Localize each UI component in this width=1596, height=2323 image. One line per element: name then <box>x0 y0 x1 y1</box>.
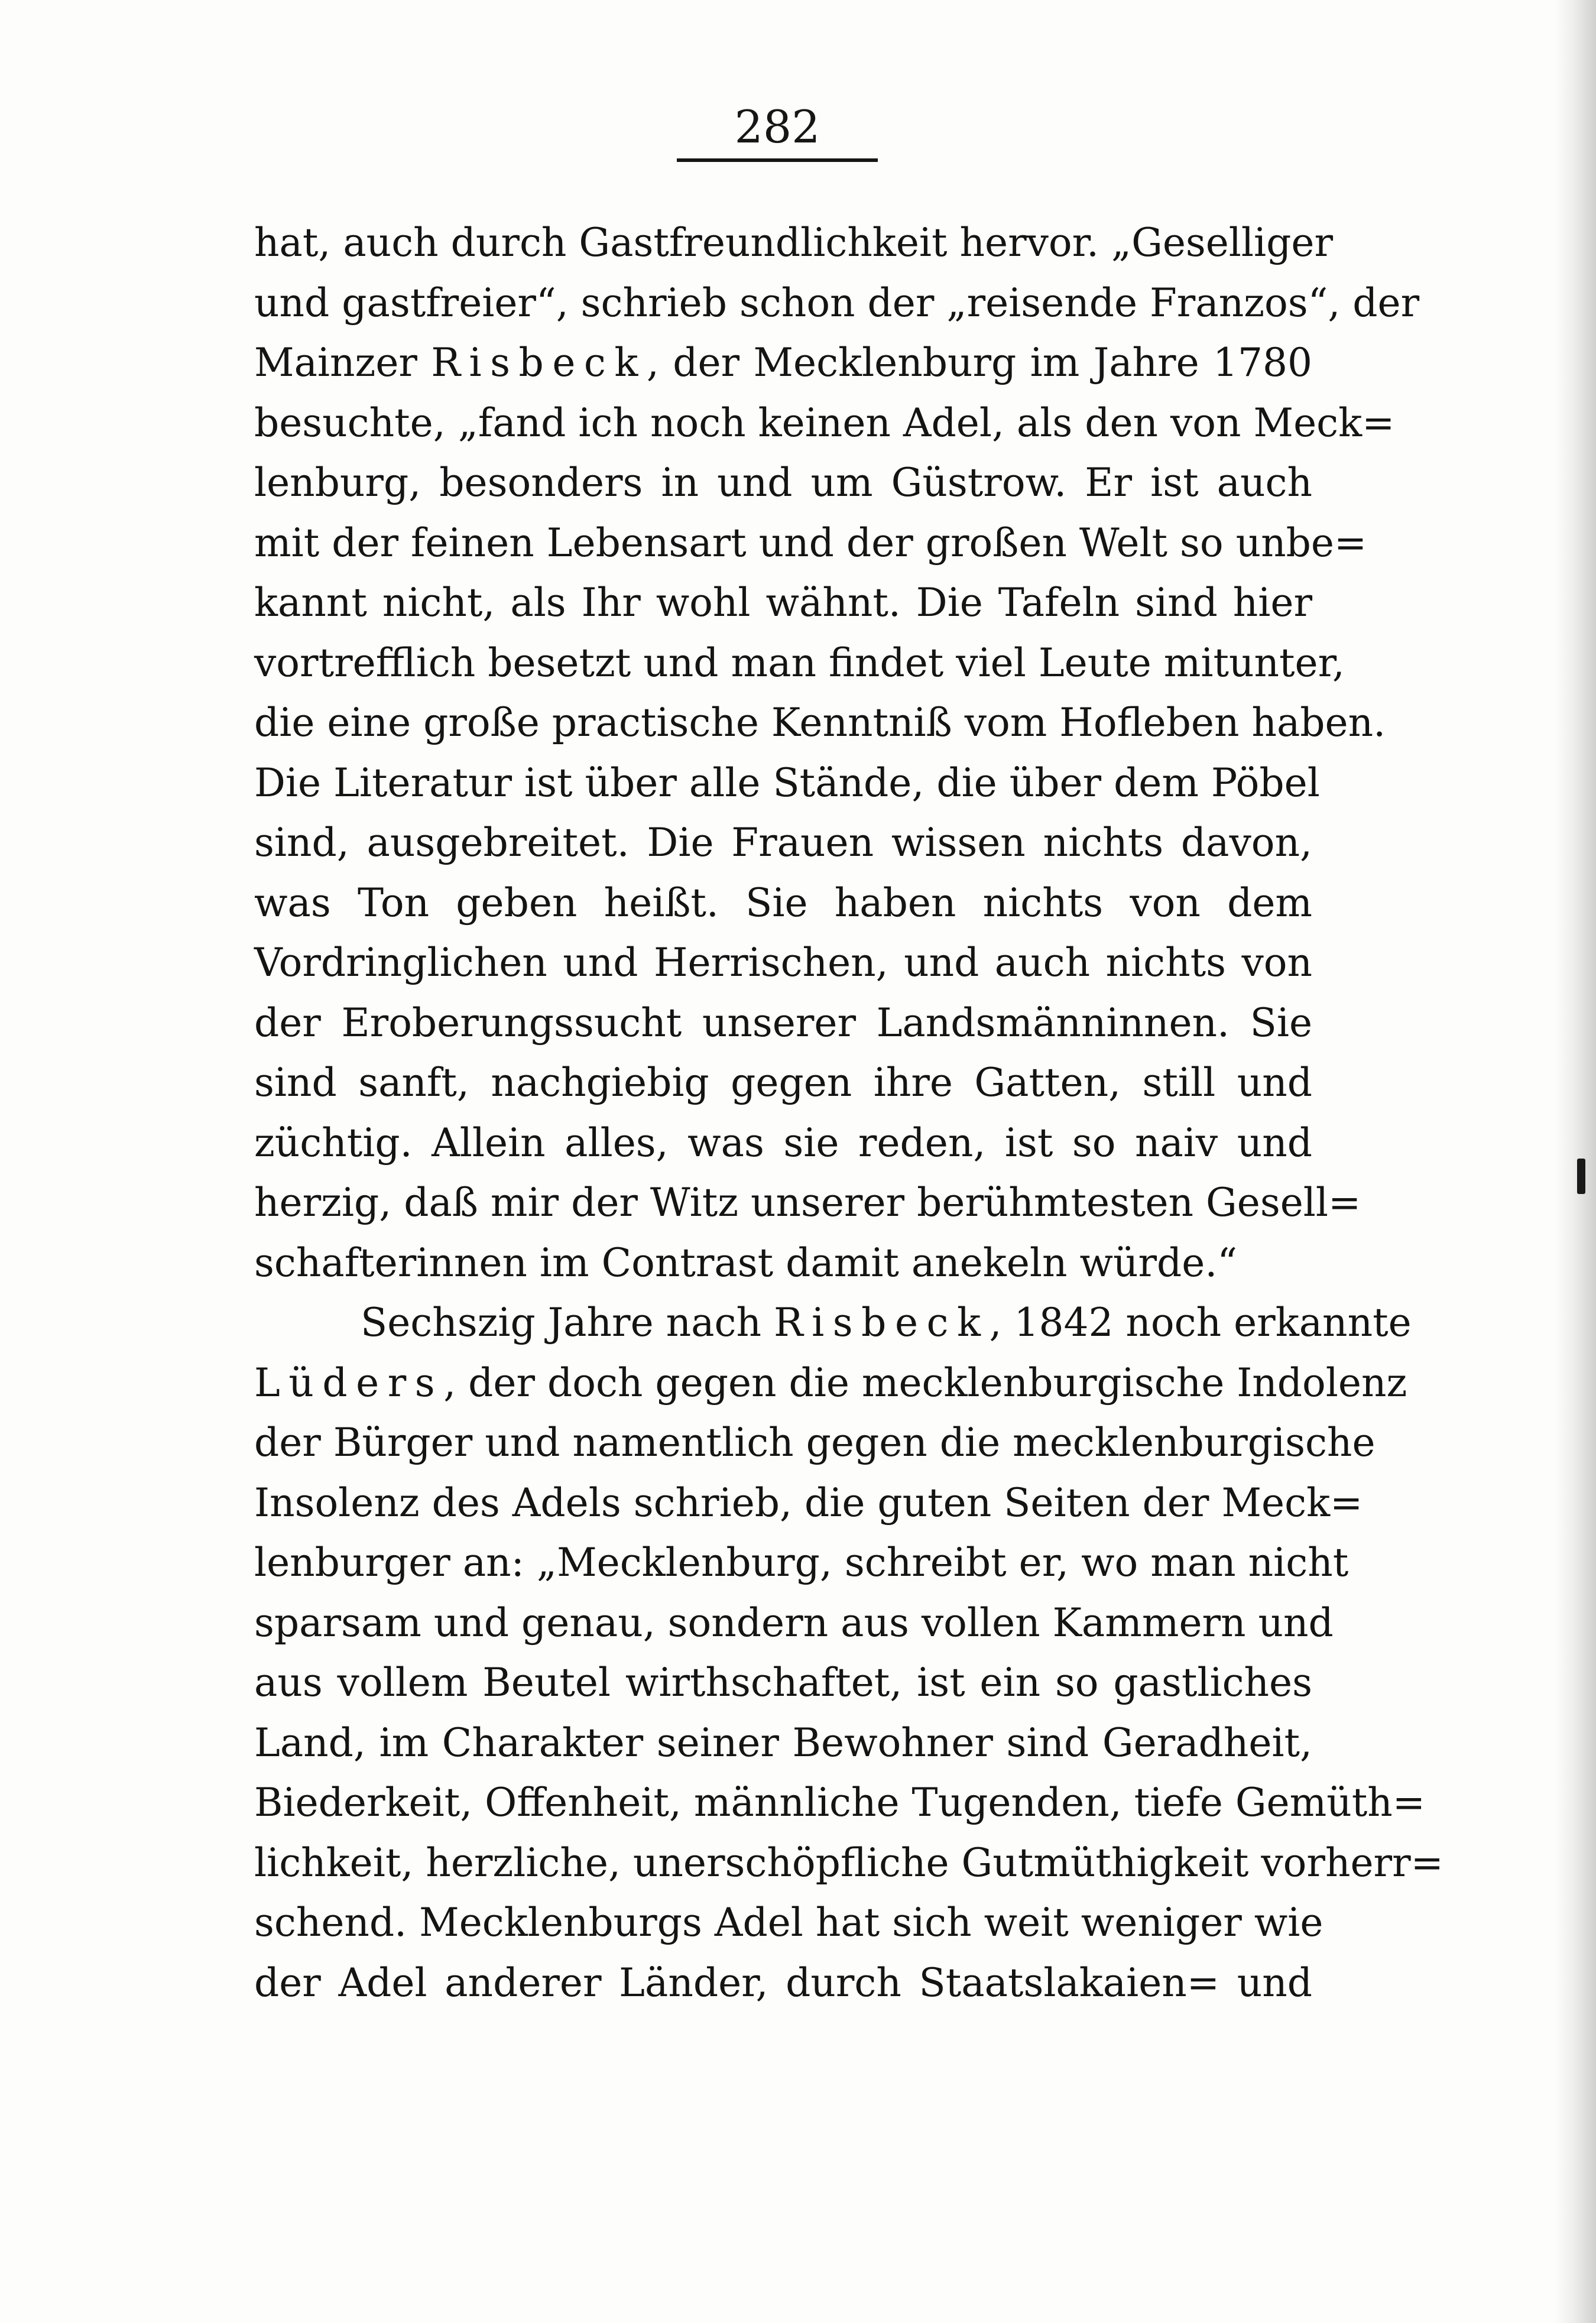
text-line <box>254 993 1312 1053</box>
spaced-name: Lüders <box>254 1360 444 1406</box>
text-line <box>254 1173 1361 1233</box>
text-line <box>254 1233 1312 1293</box>
text-segment: der Bürger und namentlich gegen die mecklenburgische <box>254 1420 1376 1465</box>
text-line <box>254 633 1345 693</box>
text-line <box>254 1893 1323 1953</box>
text-segment: Vordringlichen und Herrischen, und auch nichts von <box>254 940 1312 985</box>
text-segment: lenburg, besonders in und um Güstrow. Er ist auch <box>254 460 1312 505</box>
text-segment: besuchte, „fand ich noch keinen Adel, als den von Meck= <box>254 400 1395 446</box>
text-line <box>254 1773 1426 1833</box>
header-rule <box>677 158 878 162</box>
text-segment: Biederkeit, Offenheit, männliche Tugenden, tiefe Gemüth= <box>254 1780 1426 1825</box>
text-line <box>254 333 1312 393</box>
text-segment: sind, ausgebreitet. Die Frauen wissen nichts davon, <box>254 820 1312 865</box>
text-line <box>254 1053 1312 1113</box>
text-segment: züchtig. Allein alles, was sie reden, ist so naiv und <box>254 1120 1312 1166</box>
text-segment: hat, auch durch Gastfreundlichkeit hervor. „Geselliger <box>254 220 1333 265</box>
text-segment: mit der feinen Lebensart und der großen Welt so unbe= <box>254 520 1367 566</box>
text-segment: Mainzer <box>254 340 432 385</box>
text-segment: , 1842 noch erkannte <box>989 1300 1412 1345</box>
text-line <box>254 813 1312 873</box>
text-line <box>254 513 1367 573</box>
text-line <box>254 753 1320 813</box>
text-line <box>254 1593 1334 1653</box>
text-segment: schend. Mecklenburgs Adel hat sich weit weniger wie <box>254 1900 1323 1945</box>
text-line <box>254 1353 1407 1413</box>
paragraph <box>254 213 1420 1293</box>
text-line <box>254 393 1395 453</box>
text-line <box>254 1413 1376 1473</box>
text-line <box>254 693 1386 753</box>
text-segment: sind sanft, nachgiebig gegen ihre Gatten, still und <box>254 1060 1312 1105</box>
text-segment: der Eroberungssucht unserer Landsmänninnen. Sie <box>254 1000 1312 1046</box>
text-segment: aus vollem Beutel wirthschaftet, ist ein so gastliches <box>254 1660 1312 1705</box>
spaced-name: Risbeck <box>431 340 647 385</box>
page-number: 282 <box>734 100 820 153</box>
text-line <box>254 1953 1312 2013</box>
text-line <box>254 933 1312 993</box>
text-line <box>254 1113 1312 1173</box>
text-segment: Land, im Charakter seiner Bewohner sind Geradheit, <box>254 1719 1312 1766</box>
text-line <box>254 873 1312 933</box>
text-line <box>254 1833 1443 1893</box>
text-segment: sparsam und genau, sondern aus vollen Kammern und <box>254 1600 1334 1646</box>
text-segment: Sechszig Jahre nach <box>361 1300 774 1345</box>
gutter-mark <box>1577 1159 1585 1194</box>
text-line <box>254 1533 1349 1593</box>
body-text <box>254 213 1443 2013</box>
spaced-name: Risbeck <box>773 1300 990 1345</box>
text-segment: kannt nicht, als Ihr wohl wähnt. Die Tafeln sind hier <box>254 580 1312 625</box>
text-segment: , der doch gegen die mecklenburgische Indolenz <box>443 1360 1407 1406</box>
page-gutter-shadow <box>1555 0 1596 2323</box>
text-segment: herzig, daß mir der Witz unserer berühmtesten Gesell= <box>254 1180 1361 1225</box>
text-segment: lichkeit, herzliche, unerschöpfliche Gutmüthigkeit vorherr= <box>254 1839 1443 1886</box>
text-line <box>254 273 1420 333</box>
text-line <box>254 573 1312 633</box>
text-line <box>254 1653 1312 1713</box>
text-segment: Die Literatur ist über alle Stände, die über dem Pöbel <box>254 760 1320 806</box>
text-line <box>254 213 1333 273</box>
text-line <box>254 1473 1363 1533</box>
text-segment: schafterinnen im Contrast damit anekeln würde.“ <box>254 1240 1238 1286</box>
text-segment: , der Mecklenburg im Jahre 1780 <box>646 340 1313 385</box>
text-line <box>254 1293 1412 1353</box>
paragraph <box>254 1293 1443 2013</box>
text-line <box>254 1713 1312 1773</box>
text-segment: der Adel anderer Länder, durch Staatslakaien= und <box>254 1959 1312 2006</box>
text-segment: was Ton geben heißt. Sie haben nichts von dem <box>254 880 1312 926</box>
text-segment: lenburger an: „Mecklenburg, schreibt er, wo man nicht <box>254 1540 1349 1585</box>
text-segment: die eine große practische Kenntniß vom Hofleben haben. <box>254 700 1386 745</box>
text-line <box>254 453 1312 513</box>
text-segment: Insolenz des Adels schrieb, die guten Seiten der Meck= <box>254 1480 1363 1526</box>
text-segment: und gastfreier“, schrieb schon der „reisende Franzos“, der <box>254 280 1420 326</box>
text-segment: vortrefflich besetzt und man findet viel Leute mitunter, <box>254 640 1345 686</box>
